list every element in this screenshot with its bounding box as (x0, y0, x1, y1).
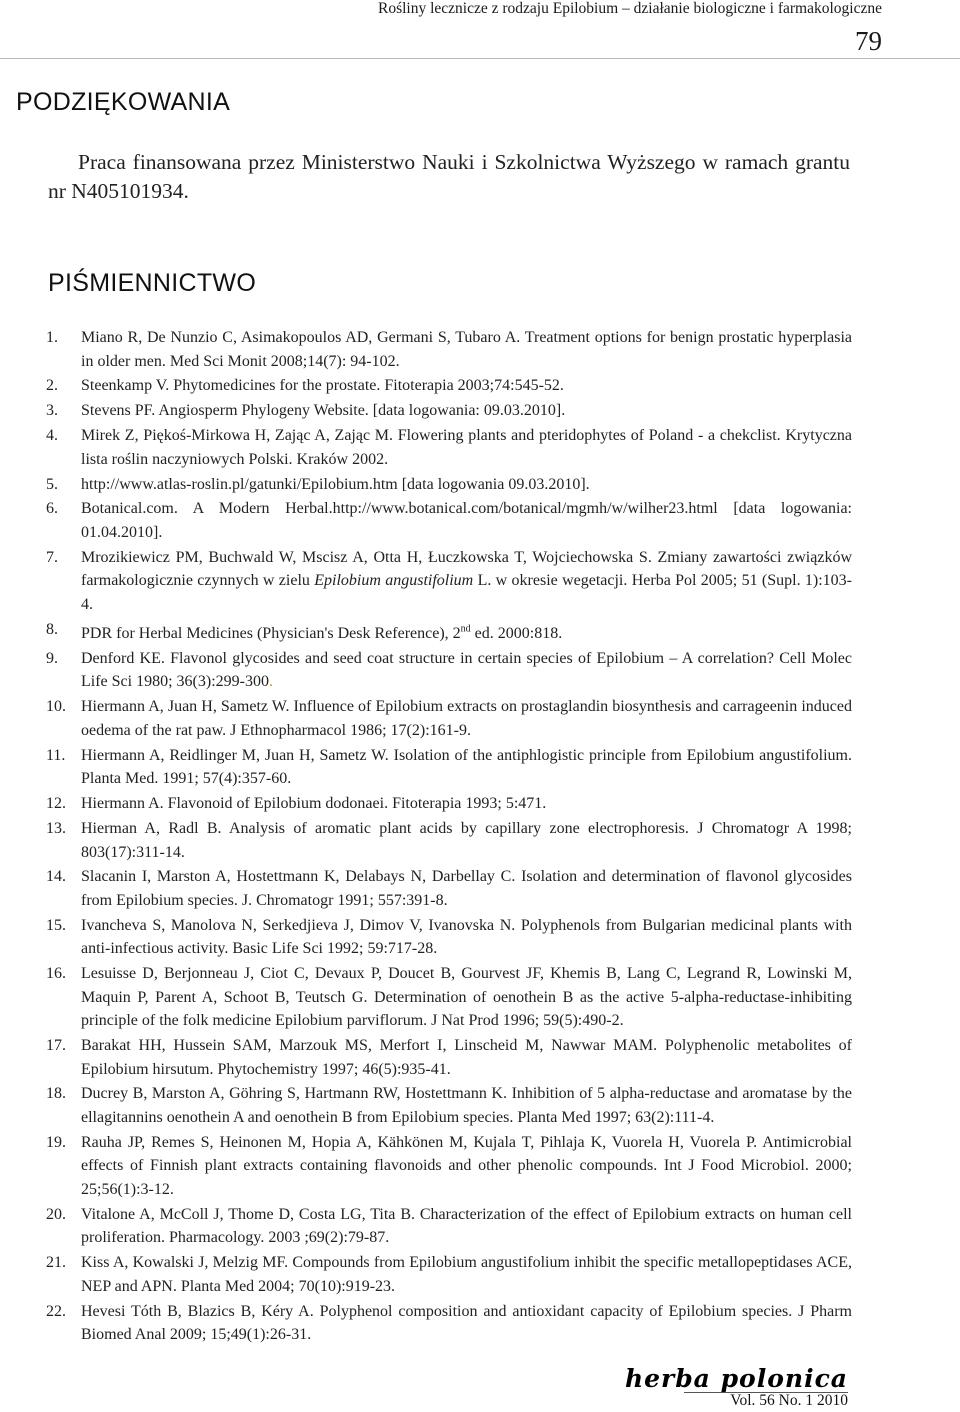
reference-body: Vitalone A, McColl J, Thome D, Costa LG, Tita B. Characterization of the effect of Epilobium extracts on human cell proliferation. Pharmacology. 2003 ;69(2):79-87. (81, 1205, 852, 1247)
reference-text (81, 1303, 852, 1344)
reference-text (81, 329, 852, 370)
reference-number: 15. (46, 916, 66, 934)
reference-body: Stevens PF. Angiosperm Phylogeny Website. [data logowania: 09.03.2010]. (81, 402, 566, 420)
reference-text (81, 917, 852, 958)
acknowledgments-text: Praca finansowana przez Ministerstwo Nauki i Szkolnictwa Wyższego w ramach grantu nr N405101934. (48, 150, 850, 203)
reference-number: 11. (46, 746, 66, 764)
acknowledgments-heading: PODZIĘKOWANIA (16, 88, 231, 116)
reference-text (81, 476, 590, 493)
reference-text (81, 377, 564, 394)
reference-number: 5. (46, 475, 58, 493)
reference-number: 20. (46, 1205, 66, 1223)
reference-number: 22. (46, 1302, 66, 1320)
reference-item (46, 1034, 852, 1081)
reference-number: 9. (46, 649, 58, 667)
reference-body: Miano R, De Nunzio C, Asimakopoulos AD, Germani S, Tubaro A. Treatment options for benign prostatic hyperplasia in older men. Med Sci Monit 2008;14(7): 94-102. (81, 329, 852, 370)
reference-text (81, 427, 852, 468)
reference-number: 10. (46, 698, 66, 716)
reference-item (46, 695, 852, 742)
reference-item (46, 546, 852, 617)
reference-text (81, 965, 852, 1029)
reference-item (46, 326, 852, 373)
reference-body: Hevesi Tóth B, Blazics B, Kéry A. Polyphenol composition and antioxidant capacity of Epilobium species. J Pharm Biomed Anal 2009; 15;49(1):26-31. (81, 1302, 852, 1344)
reference-item (46, 618, 852, 646)
page-number: 79 (855, 26, 882, 56)
reference-number: 19. (46, 1133, 66, 1151)
reference-text (81, 1134, 852, 1198)
reference-number: 3. (46, 402, 58, 420)
reference-text (81, 1254, 852, 1295)
reference-text (81, 1037, 852, 1078)
reference-number: 13. (46, 820, 66, 838)
reference-item (46, 962, 852, 1033)
reference-item (46, 744, 852, 791)
reference-text (81, 1085, 852, 1126)
reference-item (46, 424, 852, 471)
reference-text (81, 820, 852, 861)
reference-item (46, 1251, 852, 1298)
reference-number: 21. (46, 1254, 66, 1272)
reference-body: Mirek Z, Piękoś-Mirkowa H, Zając A, Zając M. Flowering plants and pteridophytes of Poland - a chekclist. Krytyczna lista roślin naczyniowych Polski. Kraków 2002. (81, 427, 852, 468)
reference-item (46, 647, 852, 694)
reference-item (46, 1203, 852, 1250)
reference-accent-dot: . (268, 673, 273, 691)
reference-body: http://www.atlas-roslin.pl/gatunki/Epilobium.htm [data logowania 09.03.2010]. (81, 475, 590, 493)
reference-body: Rauha JP, Remes S, Heinonen M, Hopia A, Kähkönen M, Kujala T, Pihlaja K, Vuorela H, Vuorela P. Antimicrobial effects of Finnish plant extracts containing flavonoids and other phenolic compounds. Int J Food Microbiol. 2000; 25;56(1):3-12. (81, 1133, 852, 1198)
references-heading: PIŚMIENNICTWO (48, 269, 257, 297)
reference-item (46, 1131, 852, 1202)
reference-item (46, 399, 852, 423)
reference-list (46, 326, 852, 1348)
reference-number: 7. (46, 548, 58, 566)
reference-text (81, 1206, 852, 1247)
reference-number: 18. (46, 1085, 66, 1103)
reference-text (81, 500, 852, 541)
reference-text (81, 795, 546, 812)
reference-body: PDR for Herbal Medicines (Physician's Desk Reference), 2 (81, 625, 461, 643)
reference-body: Ducrey B, Marston A, Göhring S, Hartmann RW, Hostettmann K. Inhibition of 5 alpha-reductase and aromatase by the ellagitannins oenothein A and oenothein B from Epilobium species. Planta Med 1997; 63(2):111-4. (81, 1085, 852, 1126)
reference-item (46, 865, 852, 912)
reference-number: 2. (46, 377, 58, 395)
reference-body-end: L. w okresie wegetacji. Herba Pol 2005; 51 (Supl. 1):103-4. (81, 572, 853, 613)
reference-body: Steenkamp V. Phytomedicines for the prostate. Fitoterapia 2003;74:545-52. (81, 377, 564, 395)
reference-number: 4. (46, 427, 58, 445)
reference-item (46, 817, 852, 864)
reference-text (81, 698, 852, 739)
reference-body: Mrozikiewicz PM, Buchwald W, Mscisz A, Otta H, Łuczkowska T, Wojciechowska S. Zmiany zawartości związków farmakologicznie czynnych w zielu (81, 548, 852, 590)
reference-body: Hierman A, Radl B. Analysis of aromatic plant acids by capillary zone electrophoresis. J Chromatogr A 1998; 803(17):311-14. (81, 820, 852, 861)
reference-text (81, 868, 852, 909)
reference-number: 14. (46, 868, 66, 886)
reference-body: Barakat HH, Hussein SAM, Marzouk MS, Merfort I, Linscheid M, Nawwar MAM. Polyphenolic metabolites of Epilobium hirsutum. Phytochemistry 1997; 46(5):935-41. (81, 1037, 852, 1078)
running-head (378, 0, 882, 18)
reference-body-end: ed. 2000:818. (470, 625, 563, 643)
reference-body: Denford KE. Flavonol glycosides and seed coat structure in certain species of Epilobium – A correlation? Cell Molec Life Sci 1980; 36(3):299-300 (81, 649, 852, 691)
reference-number: 16. (46, 965, 66, 983)
reference-number: 6. (46, 500, 58, 518)
reference-item (46, 792, 852, 816)
reference-body: Kiss A, Kowalski J, Melzig MF. Compounds from Epilobium angustifolium inhibit the specific metallopeptidases ACE, NEP and APN. Planta Med 2004; 70(10):919-23. (81, 1254, 852, 1295)
volume-info: Vol. 56 No. 1 2010 (730, 1392, 848, 1409)
reference-item (46, 1082, 852, 1129)
reference-item (46, 914, 852, 961)
reference-item (46, 497, 852, 544)
header-divider (0, 58, 960, 59)
reference-number: 8. (46, 620, 58, 638)
reference-body: Slacanin I, Marston A, Hostettmann K, Delabays N, Darbellay C. Isolation and determination of flavonol glycosides from Epilobium species. J. Chromatogr 1991; 557:391-8. (81, 868, 852, 909)
reference-body: Hiermann A, Reidlinger M, Juan H, Sametz W. Isolation of the antiphlogistic principle from Epilobium angustifolium. Planta Med. 1991; 57(4):357-60. (81, 746, 852, 788)
reference-text (81, 747, 852, 788)
reference-ordinal-suffix: nd (460, 623, 471, 635)
reference-item (46, 473, 852, 497)
reference-body: Hiermann A. Flavonoid of Epilobium dodonaei. Fitoterapia 1993; 5:471. (81, 795, 547, 813)
reference-body: Hiermann A, Juan H, Sametz W. Influence of Epilobium extracts on prostaglandin biosynthesis and carrageenin induced oedema of the rat paw. J Ethnopharmacol 1986; 17(2):161-9. (81, 698, 852, 739)
reference-number: 17. (46, 1037, 66, 1055)
reference-species-name: Epilobium angustifolium (314, 572, 474, 590)
reference-text (81, 625, 562, 642)
running-title: Rośliny lecznicze z rodzaju Epilobium – działanie biologiczne i farmakologiczne (378, 0, 882, 17)
reference-number: 12. (46, 795, 66, 813)
reference-item (46, 1300, 852, 1347)
reference-body: Lesuisse D, Berjonneau J, Ciot C, Devaux P, Doucet B, Gourvest JF, Khemis B, Lang C, Legrand R, Lowinski M, Maquin P, Parent A, Schoot B, Teutsch G. Determination of oenothein B as the active 5-alpha-reductase-inhibiting principle of the folk medicine Epilobium parviflorum. J Nat Prod 1996; 59(5):490-2. (81, 965, 852, 1030)
reference-text (81, 650, 852, 691)
reference-text (81, 402, 565, 419)
reference-number: 1. (46, 329, 58, 346)
journal-logo: herba polonica (624, 1364, 848, 1393)
reference-body: Ivancheva S, Manolova N, Serkedjieva J, Dimov V, Ivanovska N. Polyphenols from Bulgarian medicinal plants with anti-infectious activity. Basic Life Sci 1992; 59:717-28. (81, 916, 852, 958)
reference-body: Botanical.com. A Modern Herbal.http://www.botanical.com/botanical/mgmh/w/wilher23.html [data logowania: 01.04.2010]. (81, 500, 852, 541)
reference-text (81, 549, 852, 613)
reference-item (46, 374, 852, 398)
